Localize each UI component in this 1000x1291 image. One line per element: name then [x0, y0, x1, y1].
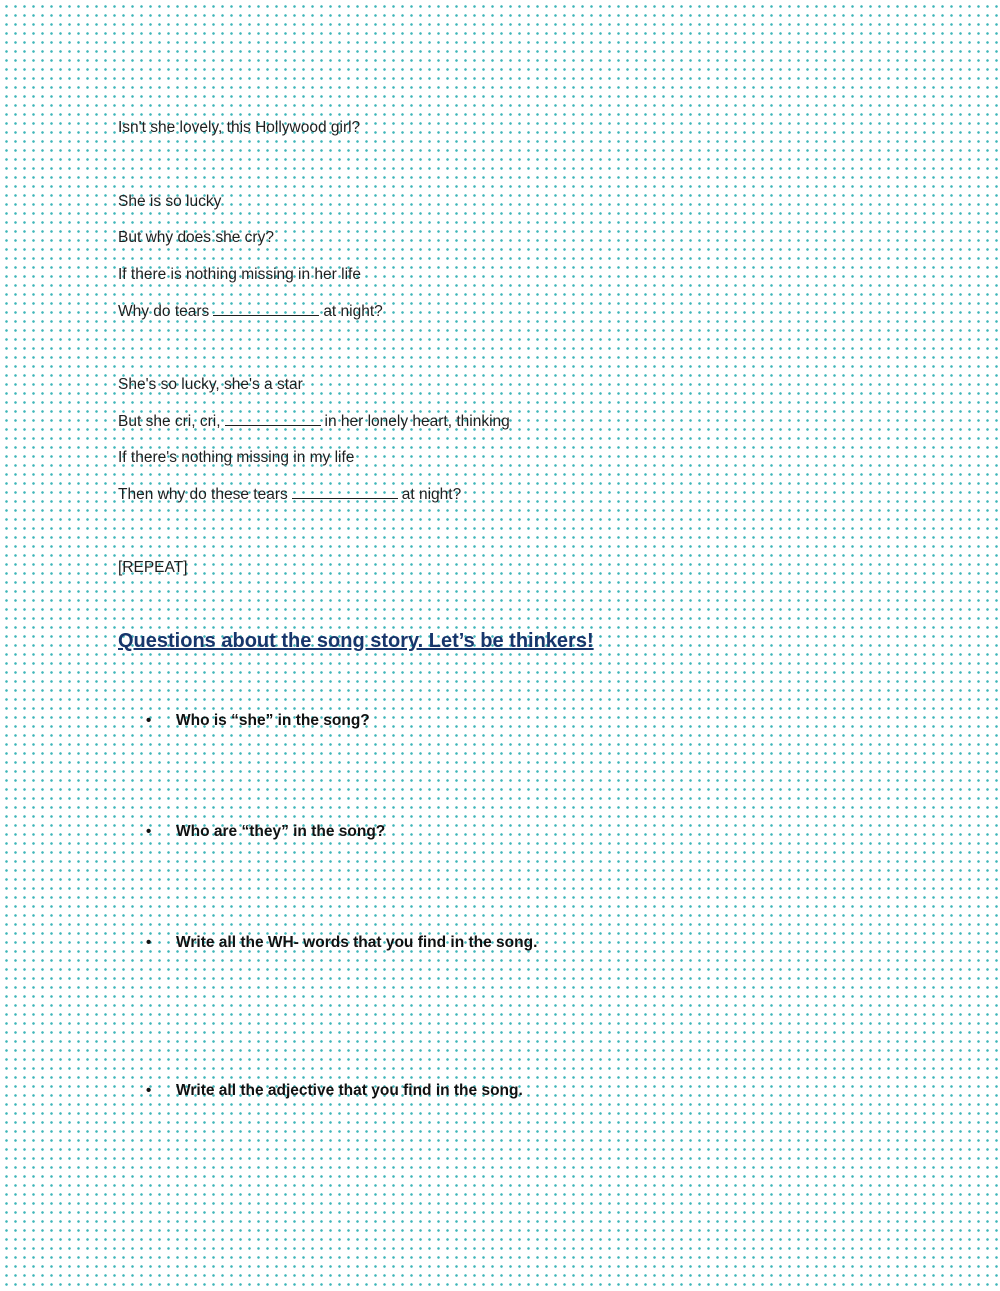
lyric-text-before-blank: Why do tears: [118, 303, 210, 320]
repeat-marker: [REPEAT]: [118, 559, 188, 576]
question-who-are-they: [146, 822, 385, 842]
lyric-line-cri-cri: [118, 411, 510, 432]
lyric-text-after-blank: in her lonely heart, thinking: [324, 413, 510, 430]
lyric-line-star: She's so lucky, she's a star: [118, 376, 303, 393]
question-text: Write all the adjective that you find in the song.: [176, 1082, 523, 1099]
question-who-is-she: [146, 711, 370, 731]
lyric-line-nothing-missing-her-life: If there is nothing missing in her life: [118, 266, 361, 283]
bullet-icon: •: [146, 934, 152, 951]
question-wh-words: [146, 933, 537, 953]
lyric-text-before-blank: Then why do these tears: [118, 486, 288, 503]
lyric-text-after-blank: at night?: [401, 486, 462, 503]
lyric-line-so-lucky: She is so lucky: [118, 193, 222, 210]
fill-in-blank-3[interactable]: [292, 484, 398, 499]
fill-in-blank-1[interactable]: [213, 301, 319, 316]
lyric-line-hollywood-girl: Isn't she lovely, this Hollywood girl?: [118, 119, 361, 136]
lyric-line-nothing-missing-my-life: If there's nothing missing in my life: [118, 449, 355, 466]
bullet-icon: •: [146, 712, 152, 729]
bullet-icon: •: [146, 1082, 152, 1099]
question-text: Write all the WH- words that you find in the song.: [176, 934, 538, 951]
bullet-icon: •: [146, 823, 152, 840]
questions-heading: Questions about the song story. Let’s be thinkers!: [118, 630, 594, 652]
question-adjectives: [146, 1081, 523, 1101]
fill-in-blank-2[interactable]: [225, 411, 321, 426]
question-text: Who are “they” in the song?: [176, 823, 386, 840]
lyric-text-before-blank: But she cri, cri,: [118, 413, 221, 430]
lyric-text-after-blank: at night?: [323, 303, 383, 320]
lyric-line-why-cry: But why does she cry?: [118, 229, 274, 246]
question-text: Who is “she” in the song?: [176, 712, 370, 729]
lyric-line-why-do-tears: [118, 301, 383, 322]
lyric-line-then-why-tears: [118, 484, 461, 505]
